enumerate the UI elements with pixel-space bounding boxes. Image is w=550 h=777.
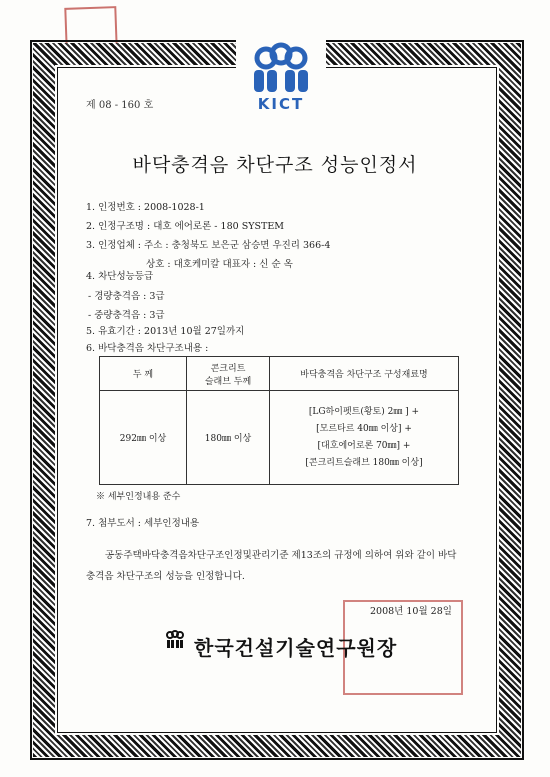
material-4: [콘크리트슬래브 180㎜ 이상] (305, 457, 423, 468)
kict-logo-icon (236, 40, 326, 96)
kict-small-logo-icon (162, 628, 188, 654)
item-3: 3. 인정업체 : 주소 : 충청북도 보은군 삼승면 우진리 366-4 (86, 240, 331, 251)
item-2: 2. 인정구조명 : 대호 에어로론 - 180 SYSTEM (86, 221, 284, 232)
item-4: 4. 차단성능등급 (86, 271, 154, 282)
item-4-heavy: - 중량충격음 : 3급 (88, 310, 165, 321)
table-note: ※ 세부인정내용 준수 (96, 492, 181, 502)
item-1: 1. 인정번호 : 2008-1028-1 (86, 202, 205, 213)
cell-slab: 180㎜ 이상 (187, 391, 270, 485)
certificate-number: 제 08 - 160 호 (86, 100, 154, 111)
material-2: [모르타르 40㎜ 이상] + (316, 423, 412, 434)
cell-thickness: 292㎜ 이상 (100, 391, 187, 485)
header-thickness: 두 께 (100, 357, 187, 391)
structure-table (99, 356, 459, 485)
header-slab (187, 357, 270, 391)
document-title: 바닥충격음 차단구조 성능인정서 (132, 154, 418, 176)
issuer-name: 한국건설기술연구원장 (194, 636, 398, 660)
header-slab-line2: 슬래브 두께 (204, 376, 252, 387)
item-6: 6. 바닥충격음 차단구조내용 : (86, 343, 209, 354)
material-3: [대호에어로론 70㎜] + (317, 440, 411, 451)
item-7: 7. 첨부도서 : 세부인정내용 (86, 518, 200, 529)
certification-text-line1: 공동주택바닥충격음차단구조인정및관리기준 제13조의 규정에 의하여 위와 같이 바닥 (105, 550, 457, 561)
certification-text-line2: 충격음 차단구조의 성능을 인정합니다. (86, 571, 245, 582)
issue-date: 2008년 10월 28일 (370, 606, 452, 617)
cell-materials (270, 391, 459, 485)
item-3-company: 상호 : 대호케미칼 대표자 : 신 순 옥 (146, 259, 293, 270)
material-1: [LG하이펫트(황토) 2㎜ ] + (308, 406, 420, 417)
header-slab-line1: 콘크리트 (210, 363, 246, 374)
kict-logo (236, 40, 326, 113)
logo-text: KICT (257, 95, 305, 113)
item-4-light: - 경량충격음 : 3급 (88, 291, 165, 302)
item-5: 5. 유효기간 : 2013년 10월 27일까지 (86, 326, 245, 337)
header-materials: 바닥충격음 차단구조 구성재료명 (270, 357, 459, 391)
